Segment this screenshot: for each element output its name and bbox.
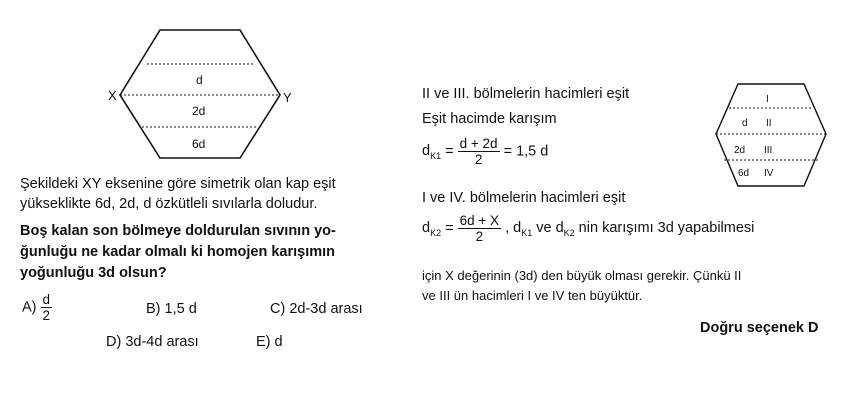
- question-bold-3: yoğunluğu 3d olsun?: [20, 265, 167, 281]
- solution-line-3: I ve IV. bölmelerin hacimleri eşit: [422, 190, 626, 206]
- question-bold-2: ğunluğu ne kadar olmalı ki homojen karışımın: [20, 244, 336, 260]
- labeled-container-figure: [708, 78, 834, 192]
- layer-label-6d: 6d: [192, 137, 206, 151]
- dk1-fraction: $\frac{d + 2d}{2}$: [459, 136, 498, 167]
- dk2-fraction: $\frac{6d + X}{2}$: [459, 213, 500, 244]
- option-a-label: A): [22, 299, 37, 316]
- y-label: Y: [283, 90, 292, 105]
- layer-label-small-2d: 2d: [734, 145, 746, 156]
- correct-answer: Doğru seçenek D: [700, 320, 819, 336]
- solution-line-1: II ve III. bölmelerin hacimleri eşit: [422, 86, 630, 102]
- question-bold-1: Boş kalan son bölmeye doldurulan sıvının yo-: [20, 223, 336, 239]
- solution-line-2: Eşit hacimde karışım: [422, 111, 557, 127]
- section-label-III: III: [764, 145, 773, 156]
- dk1-symbol: $d_{K1}$: [422, 143, 442, 162]
- option-a[interactable]: [22, 292, 52, 323]
- dk1-result: = 1,5 d: [503, 143, 549, 160]
- dk2-tail: , $d_{K1}$ ve $d_{K2}$ nin karışımı 3d yapabilmesi: [505, 220, 755, 239]
- option-b[interactable]: B) 1,5 d: [146, 301, 197, 317]
- question-line-1: Şekildeki XY eksenine göre simetrik olan kap eşit: [20, 176, 336, 192]
- solution-line-5: ve III ün hacimleri I ve IV ten büyüktür.: [422, 288, 643, 303]
- x-label: X: [108, 88, 117, 103]
- solution-line-4: için X değerinin (3d) den büyük olması gerekir. Çünkü II: [422, 268, 742, 283]
- option-c[interactable]: C) 2d-3d arası: [270, 301, 363, 317]
- option-a-fraction: [41, 292, 53, 323]
- layer-label-small-6d: 6d: [738, 168, 750, 179]
- section-label-I: I: [766, 94, 769, 105]
- option-d[interactable]: D) 3d-4d arası: [106, 334, 199, 350]
- layer-label-2d: 2d: [192, 104, 206, 118]
- equation-dk1: $d_{K1}$ = $\frac{d + 2d}{2}$ = 1,5 d: [422, 136, 549, 167]
- section-label-II: II: [766, 118, 772, 129]
- container-figure: [100, 22, 300, 162]
- equation-dk2: $d_{K2}$ = $\frac{6d + X}{2}$ , $d_{K1}$ ve $d_{K2}$ nin karışımı 3d yapabilmesi: [422, 213, 755, 244]
- section-label-IV: IV: [764, 168, 774, 179]
- dk2-symbol: $d_{K2}$: [422, 220, 442, 239]
- question-line-2: yükseklikte 6d, 2d, d özkütleli sıvılarla doludur.: [20, 196, 318, 212]
- layer-label-d: d: [196, 73, 203, 87]
- option-a-numerator: d: [42, 292, 51, 307]
- layer-label-small-d: d: [742, 118, 748, 129]
- option-a-denominator: 2: [42, 308, 51, 323]
- option-e[interactable]: E) d: [256, 334, 283, 350]
